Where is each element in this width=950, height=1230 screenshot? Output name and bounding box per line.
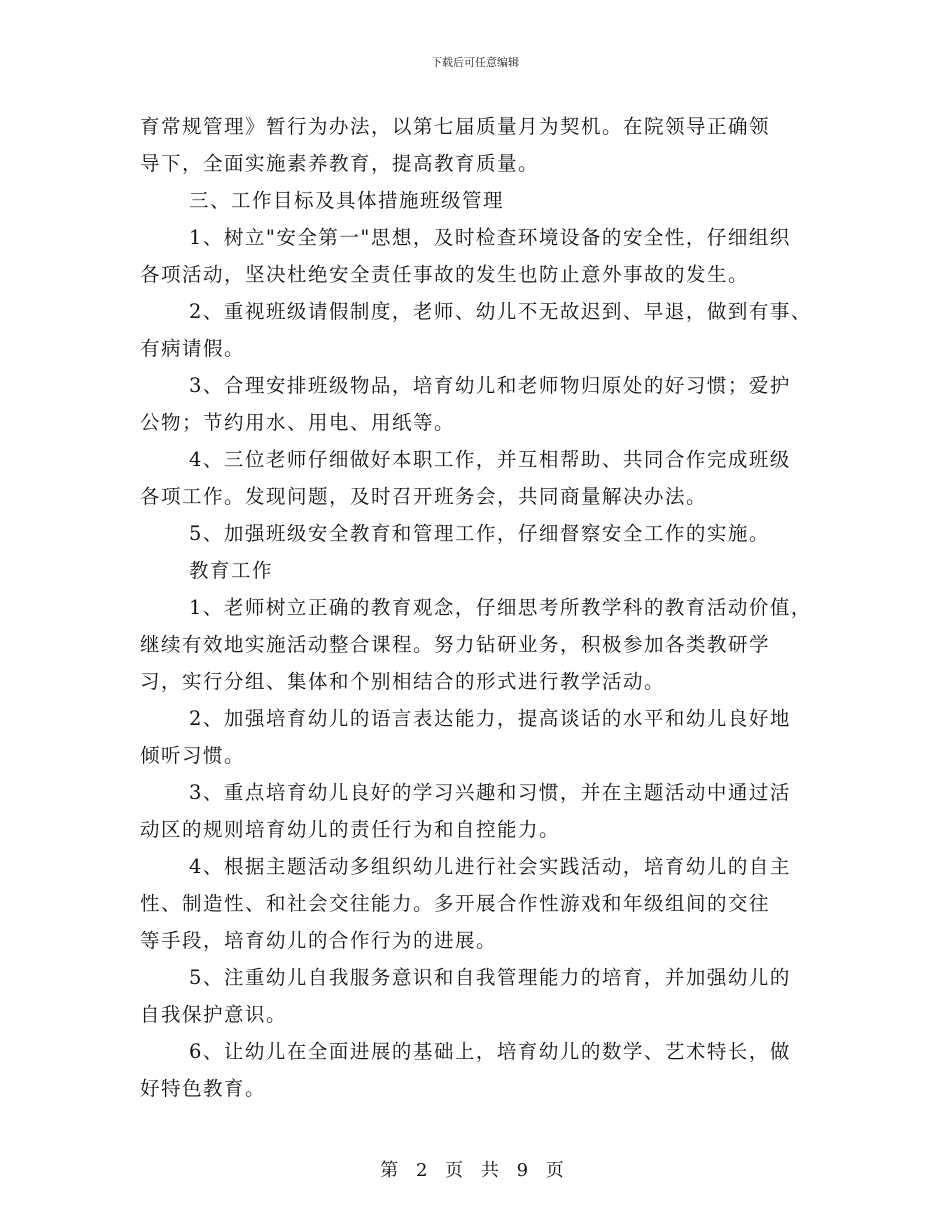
text-line: 4、根据主题活动多组织幼儿进行社会实践活动，培育幼儿的自主 — [189, 855, 791, 878]
text-line: 好特色教育。 — [140, 1077, 267, 1100]
text-line: 有病请假。 — [140, 337, 246, 360]
text-line: 3、重点培育幼儿良好的学习兴趣和习惯，并在主题活动中通过活 — [189, 781, 791, 804]
text-line: 各项工作。发现问题，及时召开班务会，共同商量解决办法。 — [140, 485, 708, 508]
text-line: 倾听习惯。 — [140, 744, 246, 767]
text-line: 1、树立"安全第一"思想，及时检查环境设备的安全性，仔细组织 — [189, 226, 791, 249]
text-line: 习，实行分组、集体和个别相结合的形式进行教学活动。 — [140, 670, 666, 693]
text-line: 2、加强培育幼儿的语言表达能力，提高谈话的水平和幼儿良好地 — [189, 707, 791, 730]
text-line: 育常规管理》暂行为办法，以第七届质量月为契机。在院领导正确领 — [140, 115, 771, 138]
text-line: 自我保护意识。 — [140, 1003, 288, 1026]
text-line: 5、注重幼儿自我服务意识和自我管理能力的培育，并加强幼儿的 — [189, 966, 791, 989]
text-line: 各项活动，坚决杜绝安全责任事故的发生也防止意外事故的发生。 — [140, 263, 750, 286]
text-line: 5、加强班级安全教育和管理工作，仔细督察安全工作的实施。 — [189, 522, 770, 545]
text-line: 6、让幼儿在全面进展的基础上，培育幼儿的数学、艺术特长，做 — [189, 1040, 791, 1063]
text-line: 2、重视班级请假制度，老师、幼儿不无故迟到、早退，做到有事、 — [189, 300, 812, 323]
text-line: 动区的规则培育幼儿的责任行为和自控能力。 — [140, 818, 561, 841]
text-line: 1、老师树立正确的教育观念，仔细思考所教学科的教育活动价值， — [189, 596, 812, 619]
text-line: 等手段，培育幼儿的合作行为的进展。 — [140, 929, 498, 952]
document-body — [140, 108, 830, 1107]
page-header: 下载后可任意编辑 — [431, 56, 519, 69]
text-line: 教育工作 — [189, 559, 274, 582]
text-line: 三、工作目标及具体措施班级管理 — [189, 189, 505, 212]
text-line: 继续有效地实施活动整合课程。努力钻研业务，积极参加各类教研学 — [140, 633, 771, 656]
text-line: 4、三位老师仔细做好本职工作，并互相帮助、共同合作完成班级 — [189, 448, 791, 471]
text-line: 导下，全面实施素养教育，提高教育质量。 — [140, 152, 540, 175]
text-line: 公物；节约用水、用电、用纸等。 — [140, 411, 456, 434]
text-line: 性、制造性、和社会交往能力。多开展合作性游戏和年级组间的交往 — [140, 892, 771, 915]
page-footer: 第 2 页 共 9 页 — [380, 1160, 570, 1181]
text-line: 3、合理安排班级物品，培育幼儿和老师物归原处的好习惯；爱护 — [189, 374, 791, 397]
